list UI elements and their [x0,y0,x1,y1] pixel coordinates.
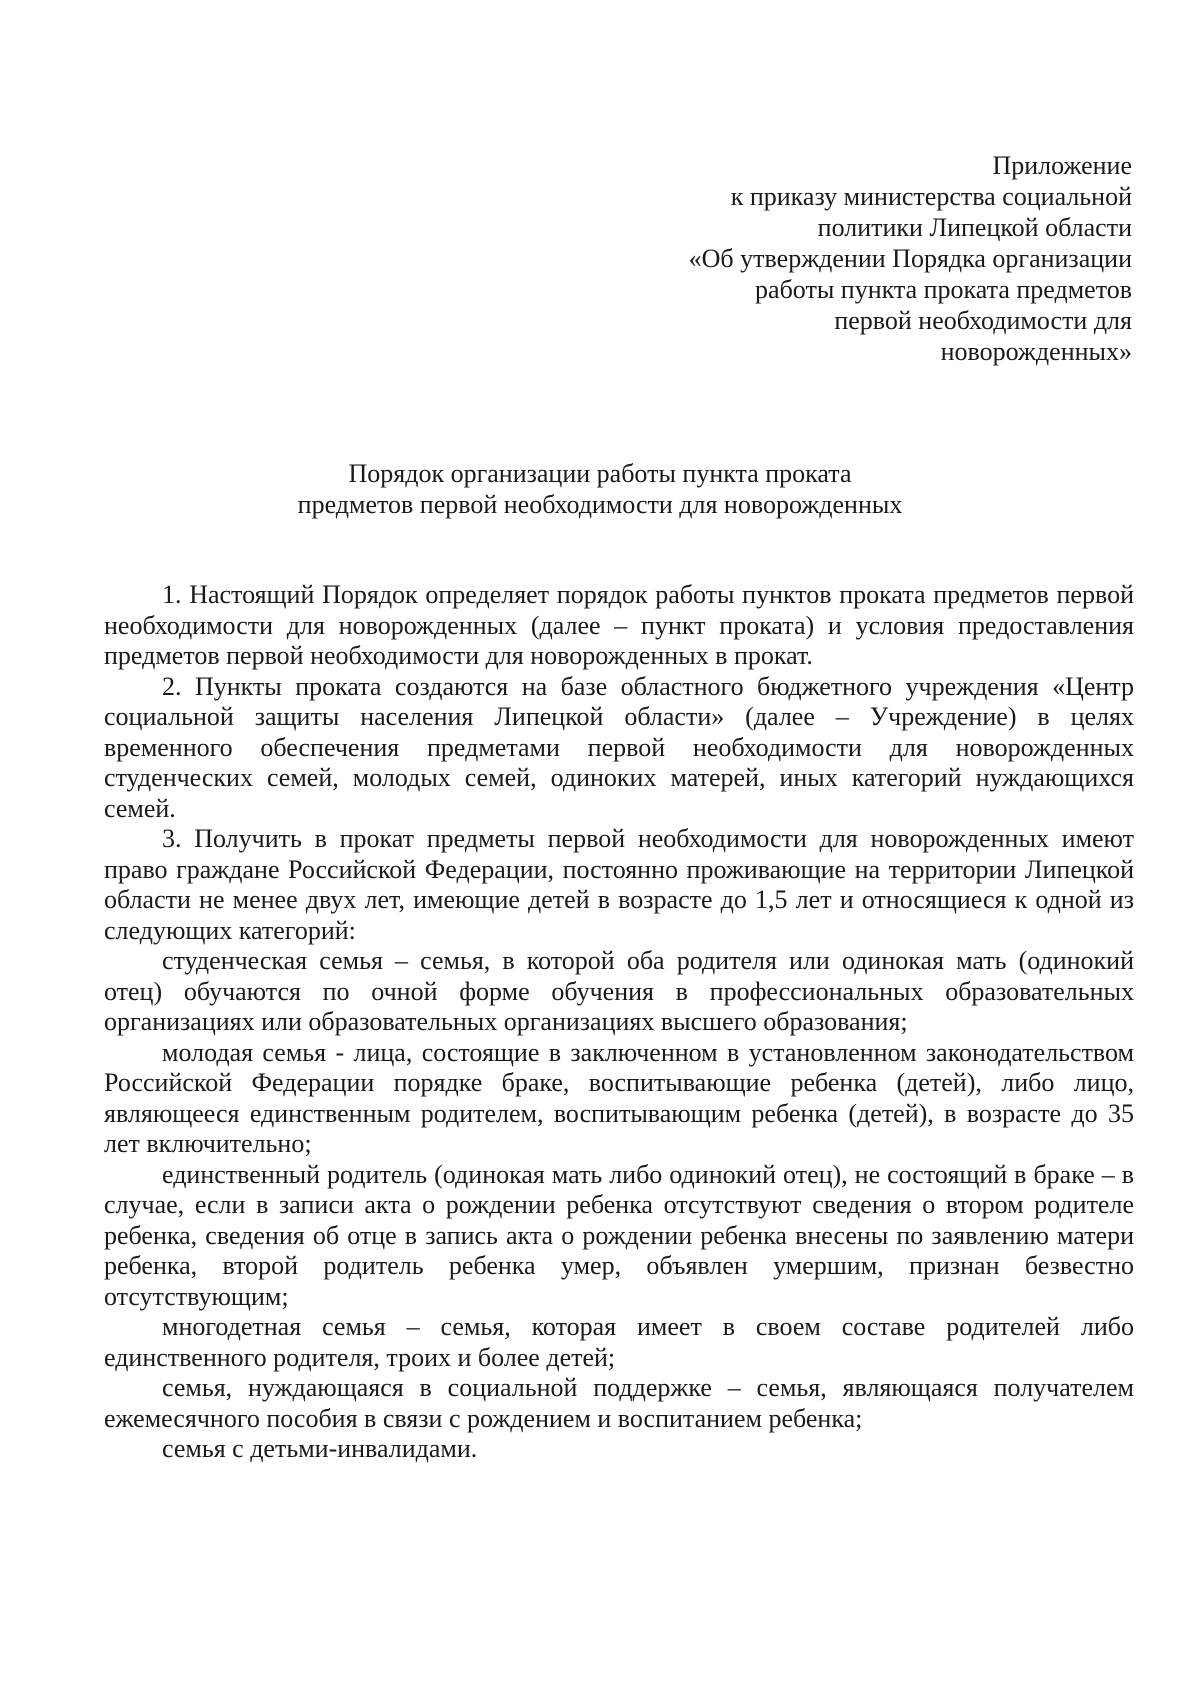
paragraph-3: 3. Получить в прокат предметы первой необходимости для новорожденных имеют право граждане Российской Федерации, постоянно проживающие на территории Липецкой области не менее двух лет, имеющие детей в возрасте до 1,5 лет и относящиеся к одной из следующих категорий: [104,824,1134,945]
appendix-line: политики Липецкой области [817,213,1132,242]
category-large-family: многодетная семья – семья, которая имеет в своем составе родителей либо единственного родителя, троих и более детей; [104,1312,1134,1372]
paragraph-1: 1. Настоящий Порядок определяет порядок работы пунктов проката предметов первой необходимости для новорожденных (далее – пункт проката) и условия предоставления предметов первой необходимости для новорожденных в прокат. [104,580,1134,670]
title-line-1: Порядок организации работы пункта проката [348,459,852,488]
paragraph-2: 2. Пункты проката создаются на базе областного бюджетного учреждения «Центр социальной защиты населения Липецкой области» (далее – Учреждение) в целях временного обеспечения предметами первой необходимости для новорожденных студенческих семей, молодых семей, одиноких матерей, иных категорий нуждающихся семей. [104,671,1134,823]
category-single-parent: единственный родитель (одинокая мать либо одинокий отец), не состоящий в браке – в случае, если в записи акта о рождении ребенка отсутствуют сведения о втором родителе ребенка, сведения об отце в запись акта о рождении ребенка внесены по заявлению матери ребенка, второй родитель ребенка умер, объявлен умершим, признан безвестно отсутствующим; [104,1159,1134,1311]
category-disabled-children-family: семья с детьми-инвалидами. [162,1434,478,1463]
appendix-line: новорожденных» [940,337,1132,366]
appendix-header [572,150,1132,367]
document-title [0,458,1200,520]
appendix-line: Приложение [992,151,1132,180]
category-needy-family: семья, нуждающаяся в социальной поддержке – семья, являющаяся получателем ежемесячного пособия в связи с рождением и воспитанием ребенка; [104,1373,1134,1433]
document-body [104,580,1134,1465]
appendix-line: «Об утверждении Порядка организации [688,244,1132,273]
appendix-line: к приказу министерства социальной [730,182,1132,211]
appendix-line: первой необходимости для [834,306,1132,335]
title-line-2: предметов первой необходимости для новорожденных [297,490,903,519]
appendix-line: работы пункта проката предметов [755,275,1132,304]
category-student-family: студенческая семья – семья, в которой оба родителя или одинокая мать (одинокий отец) обучаются по очной форме обучения в профессиональных образовательных организациях или образовательных организациях высшего образования; [104,946,1134,1036]
category-young-family: молодая семья - лица, состоящие в заключенном в установленном законодательством Российской Федерации порядке браке, воспитывающие ребенка (детей), либо лицо, являющееся единственным родителем, воспитывающим ребенка (детей), в возрасте до 35 лет включительно; [104,1037,1134,1158]
